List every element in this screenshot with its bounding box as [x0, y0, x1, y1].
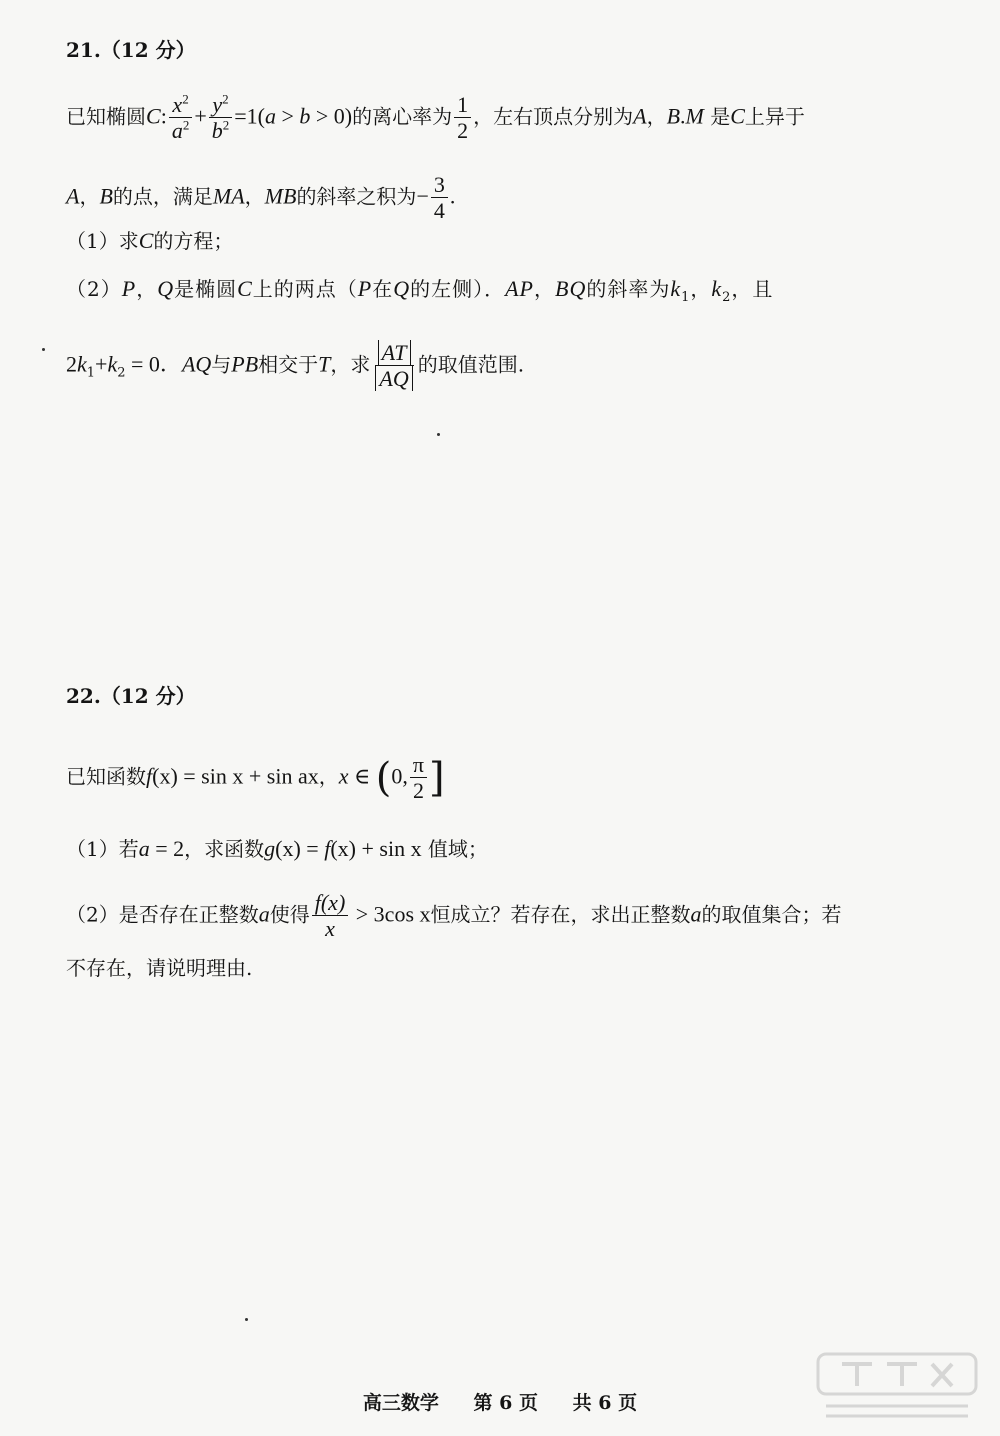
q21-line1: 已知椭圆C: $\frac{x^2}{a^2}$ + $\frac{y^2}{b^2}$ =1(a > b > 0)的离心率为 $\frac{1}{2}$ ，左右顶点分别为A，B.M 是C上异于 [66, 91, 805, 144]
fraction-three-quarters: $\frac{3}{4}$ [431, 172, 448, 224]
q21-part2: （2）P，Q是椭圆C上的两点（P在Q的左侧）．AP，BQ的斜率为$k_1$，$k_2$，且 [66, 276, 774, 305]
q22-heading: 22.（12 分） [66, 684, 196, 708]
footer-total: 共 6 页 [572, 1392, 638, 1414]
fraction-y2-b2: $\frac{y^2}{b^2}$ [209, 92, 233, 144]
footer-subject: 高三数学 [362, 1392, 439, 1414]
q21-heading: 21.（12 分） [66, 38, 196, 62]
fraction-at-over-aq: $\frac{AT}{AQ}$ [372, 340, 415, 392]
fraction-x2-a2: $\frac{x^2}{a^2}$ [169, 92, 193, 144]
q22-line1: 已知函数f(x) = sin x + sin ax，x ∈ (0, $\frac{\pi}{2}$ ] [66, 752, 445, 804]
q21-line2: A，B的点，满足MA，MB的斜率之积为− $\frac{3}{4}$ . [66, 172, 456, 224]
fraction-pi-over-2: $\frac{\pi}{2}$ [410, 752, 427, 804]
q22-part1: （1）若a = 2，求函数g(x) = f(x) + sin x 值域； [66, 836, 488, 861]
watermark-icon [812, 1350, 982, 1430]
q21-part1: （1）求C的方程； [66, 228, 234, 253]
watermark-logo [812, 1350, 982, 1430]
scan-speck [42, 348, 45, 351]
q22-part2: （2）是否存在正整数a使得 $\frac{f(x)}{x}$ > 3cos x恒成立？若存在，求出正整数a的取值集合；若 [66, 890, 842, 942]
fraction-one-half: $\frac{1}{2}$ [454, 92, 471, 144]
footer-page: 第 6 页 [473, 1392, 538, 1414]
fraction-fx-over-x: $\frac{f(x)}{x}$ [312, 890, 349, 942]
q21-line5: $2k_1+k_2 = 0$．AQ与PB相交于T，求 $\frac{AT}{AQ}$ 的取值范围. [66, 340, 525, 392]
scan-speck [437, 433, 440, 436]
scan-speck [245, 1318, 248, 1321]
q22-part2-cont: 不存在，请说明理由. [66, 956, 253, 980]
